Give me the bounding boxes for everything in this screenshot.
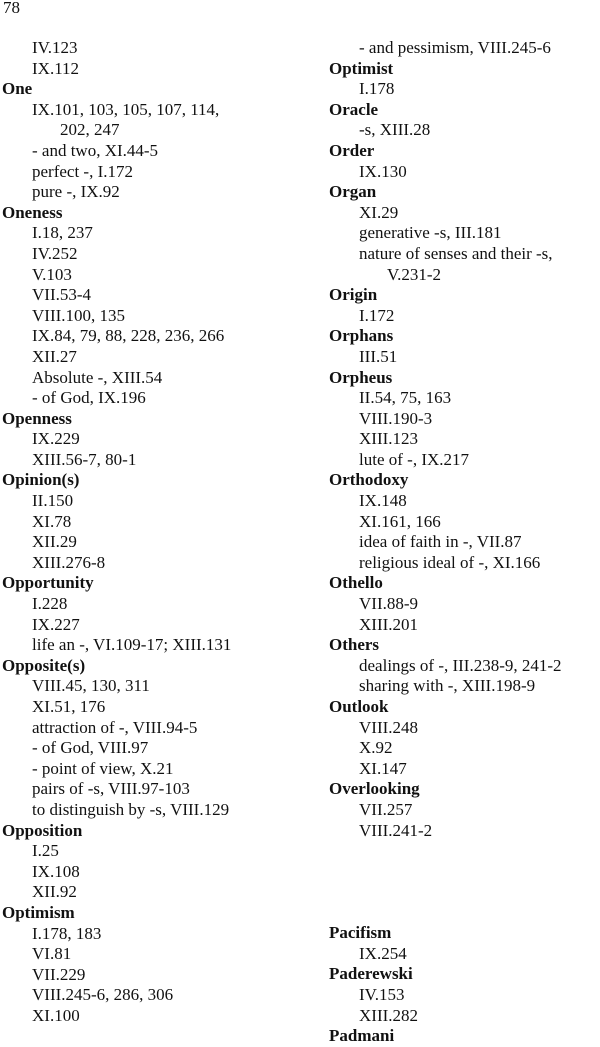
- index-entry: I.178, 183: [32, 923, 102, 943]
- index-heading: Opposite(s): [2, 655, 86, 675]
- index-entry: I.25: [32, 841, 59, 861]
- index-entry: XI.51, 176: [32, 697, 106, 716]
- index-entry: VIII.45, 130, 311: [32, 676, 150, 696]
- index-heading: One: [2, 79, 33, 99]
- index-heading: Opinion(s): [2, 470, 80, 490]
- index-heading: Padmani: [329, 1026, 395, 1046]
- index-entry: VIII.245-6, 286, 306: [32, 985, 174, 1005]
- index-entry: IX.254: [359, 943, 407, 963]
- index-entry: -s, XIII.28: [359, 120, 431, 140]
- index-heading: Oracle: [329, 99, 379, 119]
- index-entry: II.150: [32, 491, 74, 511]
- index-heading: Opportunity: [2, 573, 94, 593]
- section-gap: [329, 841, 600, 923]
- index-heading: Opposition: [2, 820, 83, 840]
- index-entry: to distinguish by -s, VIII.129: [32, 799, 230, 819]
- index-heading: Othello: [329, 573, 383, 593]
- index-entry: IX.108: [32, 861, 80, 881]
- index-heading: Paderewski: [329, 964, 413, 984]
- index-entry: - point of view, X.21: [32, 758, 174, 778]
- index-heading: Openness: [2, 408, 72, 428]
- index-entry: IX.112: [32, 58, 80, 78]
- index-entry: perfect -, I.172: [32, 161, 134, 181]
- index-entry: VII.229: [32, 964, 86, 984]
- index-entry: attraction of -, VIII.94-5: [32, 717, 198, 737]
- index-heading: Oneness: [2, 202, 63, 222]
- index-column-left: [2, 38, 292, 1027]
- index-entry: nature of senses and their -s,: [359, 243, 553, 263]
- index-entry: XI.78: [32, 511, 72, 531]
- index-entry: XII.92: [32, 882, 77, 902]
- page-number: 78: [3, 0, 20, 17]
- index-heading: Optimist: [329, 58, 394, 78]
- index-entry: XI.29: [359, 202, 399, 222]
- index-entry: - and pessimism, VIII.245-6: [359, 38, 551, 57]
- index-heading: Orphans: [329, 326, 394, 346]
- index-entry: IX.227: [32, 614, 80, 634]
- index-heading: Orpheus: [329, 367, 393, 387]
- index-entry: lute of -, IX.217: [359, 449, 470, 469]
- index-entry: XIII.282: [359, 1005, 419, 1025]
- index-entry: IX.130: [359, 161, 407, 181]
- index-entry: IV.123: [32, 38, 78, 57]
- index-heading: Organ: [329, 182, 377, 202]
- index-entry: III.51: [359, 346, 398, 366]
- index-entry-continuation: V.231-2: [387, 264, 441, 284]
- index-entry: idea of faith in -, VII.87: [359, 532, 522, 552]
- index-entry: I.172: [359, 305, 395, 325]
- index-heading: Origin: [329, 285, 378, 305]
- index-entry: generative -s, III.181: [359, 223, 502, 243]
- index-entry: VIII.100, 135: [32, 305, 126, 325]
- index-entry-continuation: 202, 247: [60, 120, 120, 140]
- index-entry: I.228: [32, 594, 68, 614]
- index-entry: pure -, IX.92: [32, 182, 120, 202]
- index-entry: VII.88-9: [359, 594, 419, 614]
- index-entry: X.92: [359, 738, 393, 758]
- index-entry: religious ideal of -, XI.166: [359, 552, 541, 572]
- index-entry: - of God, IX.196: [32, 388, 146, 408]
- index-heading: Orthodoxy: [329, 470, 409, 490]
- index-column-right: [329, 38, 600, 1047]
- index-entry: XI.147: [359, 758, 407, 778]
- index-entry: dealings of -, III.238-9, 241-2: [359, 655, 562, 675]
- index-entry: XIII.201: [359, 614, 419, 634]
- index-heading: Pacifism: [329, 923, 392, 943]
- index-entry: - and two, XI.44-5: [32, 140, 159, 160]
- index-heading: Order: [329, 140, 375, 160]
- index-heading: Optimism: [2, 902, 75, 922]
- index-heading: Outlook: [329, 697, 389, 716]
- index-entry: I.18, 237: [32, 223, 93, 243]
- index-entry: IX.101, 103, 105, 107, 114,: [32, 99, 220, 119]
- index-entry: VIII.190-3: [359, 408, 433, 428]
- index-entry: XIII.56-7, 80-1: [32, 449, 137, 469]
- index-entry: XI.100: [32, 1005, 80, 1025]
- index-entry: V.103: [32, 264, 72, 284]
- index-entry: VII.257: [359, 799, 413, 819]
- index-entry: sharing with -, XIII.198-9: [359, 676, 536, 696]
- index-entry: - of God, VIII.97: [32, 738, 149, 758]
- index-entry: IV.252: [32, 243, 78, 263]
- index-entry: XII.29: [32, 532, 77, 552]
- index-entry: I.178: [359, 79, 395, 99]
- index-entry: XIII.276-8: [32, 552, 106, 572]
- index-entry: pairs of -s, VIII.97-103: [32, 779, 190, 799]
- index-entry: Absolute -, XIII.54: [32, 367, 163, 387]
- index-entry: VIII.241-2: [359, 820, 433, 840]
- index-entry: XII.27: [32, 346, 77, 366]
- index-entry: VIII.248: [359, 717, 419, 737]
- index-entry: II.54, 75, 163: [359, 388, 452, 408]
- index-entry: life an -, VI.109-17; XIII.131: [32, 635, 232, 655]
- index-entry: IX.229: [32, 429, 80, 449]
- index-entry: VII.53-4: [32, 285, 92, 305]
- index-heading: Others: [329, 635, 380, 655]
- index-entry: VI.81: [32, 944, 72, 964]
- index-entry: XI.161, 166: [359, 511, 441, 531]
- index-entry: IX.84, 79, 88, 228, 236, 266: [32, 326, 225, 346]
- index-heading: Overlooking: [329, 779, 420, 799]
- index-entry: IX.148: [359, 491, 407, 511]
- index-entry: XIII.123: [359, 429, 419, 449]
- index-entry: IV.153: [359, 984, 405, 1004]
